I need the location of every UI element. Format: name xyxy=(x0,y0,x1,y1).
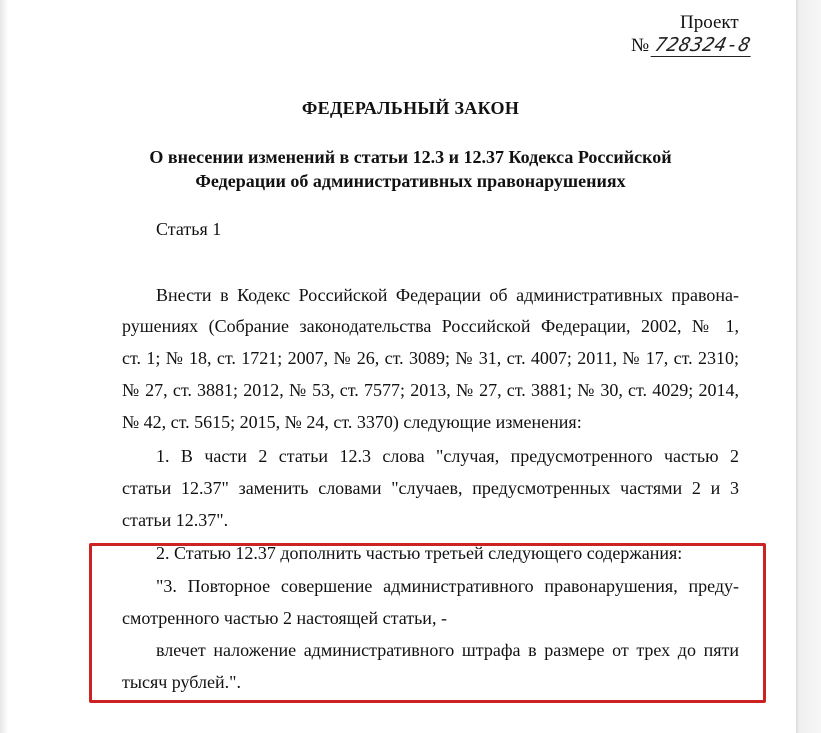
amendment-2-line: смотренного частью 2 настоящей статьи, - xyxy=(122,608,447,628)
paragraph-line: № 27, ст. 3881; 2012, № 53, ст. 7577; 2013, № 27, ст. 3881; № 30, ст. 4029; 2014, xyxy=(122,380,739,400)
paragraph-line: № 42, ст. 5615; 2015, № 24, ст. 3370) следующие изменения: xyxy=(122,412,582,432)
handwritten-bill-number: 728324-8 xyxy=(651,34,755,57)
amendment-1-line: статьи 12.37" заменить словами "случаев, предусмотренных частями 2 и 3 xyxy=(122,478,739,498)
law-title-line-2: Федерации об административных правонарушениях xyxy=(195,171,626,191)
project-label: Проект xyxy=(680,12,739,33)
number-sign: № xyxy=(631,35,650,56)
amendment-2-line: тысяч рублей.". xyxy=(122,672,241,692)
paragraph-line: ст. 1; № 18, ст. 1721; 2007, № 26, ст. 3089; № 31, ст. 4007; 2011, № 17, ст. 2310; xyxy=(122,348,739,368)
red-highlight-box xyxy=(89,543,766,703)
amendment-2-line: влечет наложение административного штрафа в размере от трех до пяти xyxy=(156,640,739,660)
document-type-heading: ФЕДЕРАЛЬНЫЙ ЗАКОН xyxy=(301,98,520,118)
law-title-line-1: О внесении изменений в статьи 12.3 и 12.37 Кодекса Российской xyxy=(149,147,672,167)
project-number xyxy=(631,34,753,57)
law-title xyxy=(0,145,821,193)
amendment-1-line: 1. В части 2 статьи 12.3 слова "случая, предусмотренного частью 2 xyxy=(156,446,739,466)
paragraph-line: Внести в Кодекс Российской Федерации об административных правона- xyxy=(156,285,739,305)
paragraph-line: рушениях (Собрание законодательства Российской Федерации, 2002, № 1, xyxy=(122,316,739,336)
amendment-2-line: 2. Статью 12.37 дополнить частью третьей следующего содержания: xyxy=(156,543,683,563)
amendment-2-line: "3. Повторное совершение административного правонарушения, преду- xyxy=(156,576,739,596)
article-heading: Статья 1 xyxy=(156,219,222,239)
amendment-1-line: статьи 12.37". xyxy=(122,510,229,530)
